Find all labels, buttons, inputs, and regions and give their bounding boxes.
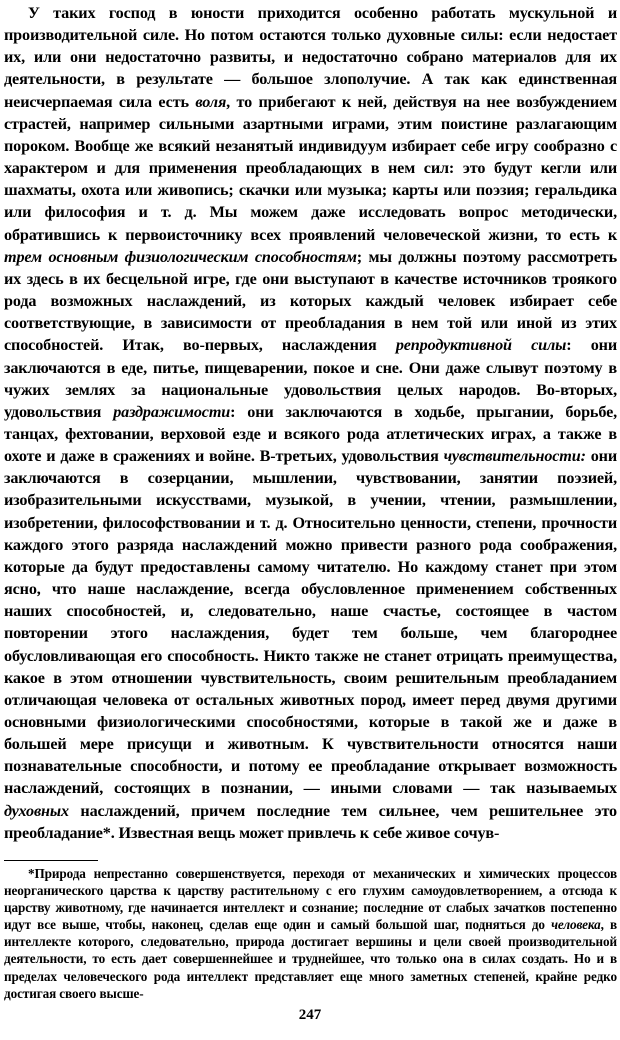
footnote-divider <box>4 860 98 861</box>
footnote-paragraph <box>4 865 617 1002</box>
text-run: У таких господ в юности приходится особенно работать мускульной и производительной силе. Но потом остаются только духовные силы: если недостает их, или они недостаточно развиты, и недостаточно собрано материалов для их деятельности, в результате — большое злополучие. А так как единственная неисчерпаемая сила есть <box>4 4 617 111</box>
italic-term: воля <box>195 92 227 111</box>
footnote-block <box>4 865 617 1002</box>
main-text-block <box>4 2 617 844</box>
text-run: : они заключаются в ходьбе, прыгании, борьбе, танцах, фехтовании, верховой езде и всякого рода атлетических играх, а также в охоте и даже в сражениях и войне. В-третьих, удовольствия <box>4 402 617 466</box>
italic-term: трем основным физиологическим способностям <box>4 247 357 266</box>
page-number: 247 <box>298 1007 322 1023</box>
italic-term: раздражимости <box>113 402 231 421</box>
footnote-text-run: *Природа непрестанно совершенствуется, переходя от механических и химических процессов неорганического царства к царству растительному с его глухим самоудовлетворением, а отсюда к царству животному, где начинается интеллект и сознание; последние от слабых зачатков постепенно идут все выше, чтобы, наконец, сделав еще один и самый большой шаг, подняться до <box>4 865 617 933</box>
body-paragraph <box>4 2 617 844</box>
italic-term: духовных <box>4 801 69 820</box>
text-run: наслаждений, причем последние тем сильнее, чем решительнее это преобладание*. Известная вещь может привлечь к себе живое сочув- <box>4 801 617 842</box>
footnote-italic-term: человека <box>551 917 601 933</box>
footnote-text-run: , в интеллекте которого, следовательно, природа достигает вершины и цели своей производительной деятельности, то есть дает совершеннейшее и труднейшее, что только она в силах создать. Но и в пределах человеческого рода интеллект представляет еще много заметных степеней, крайне редко достигая своего высше- <box>4 917 617 1001</box>
italic-term: репродуктивной силы <box>395 336 567 355</box>
text-run: они заключаются в созерцании, мышлении, чувствовании, занятии поэзией, изобразительными искусствами, музыкой, в учении, чтении, размышлении, изобретении, философствовании и т. д. Относительно ценности, степени, прочности каждого этого разряда наслаждений можно привести разного рода соображения, которые да будут предоставлены самому читателю. Но каждому станет при этом ясно, что наше наслаждение, всегда обусловленное применением собственных наших способностей, и, следовательно, наше счастье, состоящее в частом повторении этого наслаждения, будет тем больше, чем благороднее обусловливающая его способность. Никто также не станет отрицать преимущества, какое в этом отношении чувствительность, своим решительным преобладанием отличающая человека от остальных животных пород, имеет перед двумя другими основными физиологическими способностями, которые в такой же и даже в большей мере присущи и животным. К чувствительности относятся наши познавательные способности, и потому ее преобладание открывает возможность наслаждений, состоящих в познании, — иными словами — так называемых <box>4 447 617 798</box>
text-run: : они заключаются в еде, питье, пищеварении, покое и сне. Они даже слывут поэтому в чужих землях за национальные удовольствия целых народов. Во-вторых, удовольствия <box>4 336 617 421</box>
text-run: ; мы должны поэтому рассмотреть их здесь в их бесцельной игре, где они выступают в качестве источников троякого рода возможных наслаждений, из которых каждый человек избирает себе соответствующие, в зависимости от преобладания в нем той или иной из этих способностей. Итак, во-первых, наслаждения <box>4 247 617 355</box>
italic-term: чувствительности: <box>443 447 586 466</box>
text-run: , то прибегают к ней, действуя на нее возбуждением страстей, например сильными азартными играми, этим поистине разлагающим пороком. Вообще же всякий незанятый индивидуум избирает себе игру сообразно с характером и для применения преобладающих в нем сил: это будут кегли или шахматы, охота или живопись; скачки или музыка; карты или поэзия; геральдика или философия и т. д. Мы можем даже исследовать вопрос методически, обратившись к первоисточнику всех проявлений человеческой жизни, то есть к <box>4 92 617 244</box>
